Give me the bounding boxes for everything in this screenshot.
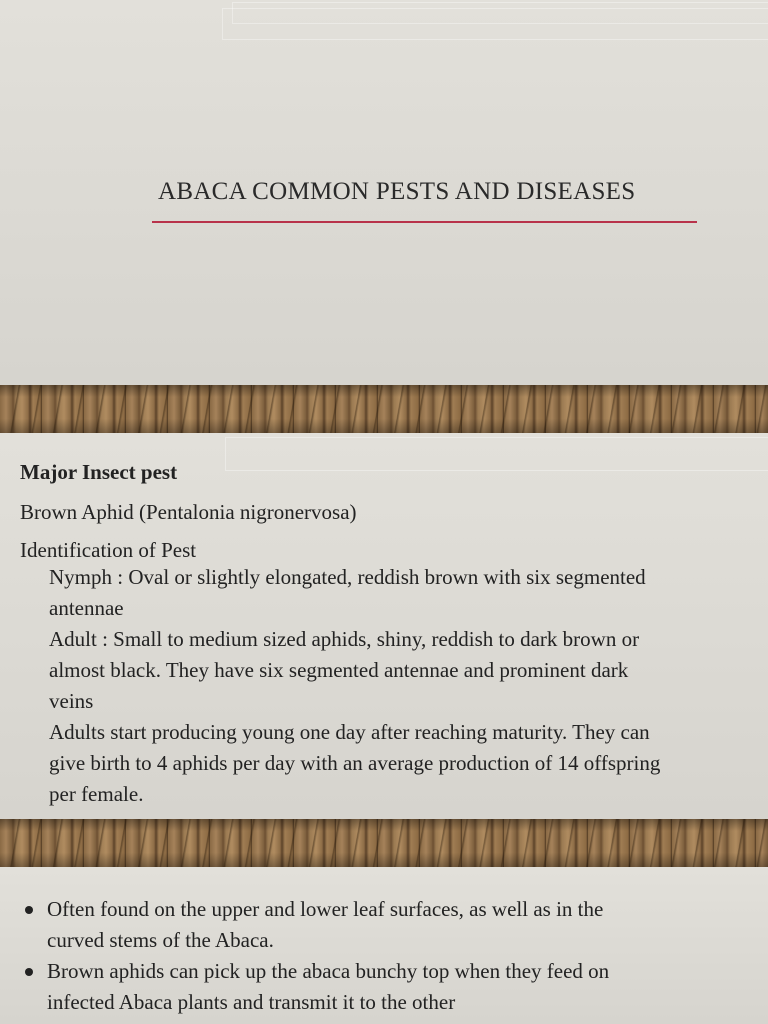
adult-description: Adult : Small to medium sized aphids, shiny, reddish to dark brown or almost black. They have six segmented antennae and prominent dark veins	[49, 627, 640, 713]
slide-title: ABACA COMMON PESTS AND DISEASES	[158, 178, 636, 205]
pest-behavior-slide	[0, 867, 768, 1024]
decorative-frame	[225, 437, 768, 471]
identification-label: Identification of Pest	[20, 538, 197, 562]
bullet-icon	[25, 906, 33, 914]
reproduction-description: Adults start producing young one day after reaching maturity. They can give birth to 4 aphids per day with an average production of 14 offspring per female.	[49, 720, 661, 806]
list-item: Brown aphids can pick up the abaca bunchy top when they feed on infected Abaca plants and transmit it to the other	[22, 956, 622, 1018]
wood-floor-divider	[0, 385, 768, 433]
bullet-list	[22, 894, 622, 1018]
identification-details	[49, 562, 669, 810]
pest-identification-slide	[0, 433, 768, 819]
pest-name: Brown Aphid (Pentalonia nigronervosa)	[20, 500, 357, 524]
nymph-description: Nymph : Oval or slightly elongated, reddish brown with six segmented antennae	[49, 565, 646, 620]
wood-floor-divider	[0, 819, 768, 867]
bullet-icon	[25, 968, 33, 976]
title-slide	[0, 0, 768, 385]
decorative-frame	[232, 2, 768, 24]
list-item: Often found on the upper and lower leaf surfaces, as well as in the curved stems of the Abaca.	[22, 894, 622, 956]
section-heading: Major Insect pest	[20, 460, 178, 484]
title-underline	[152, 221, 697, 223]
